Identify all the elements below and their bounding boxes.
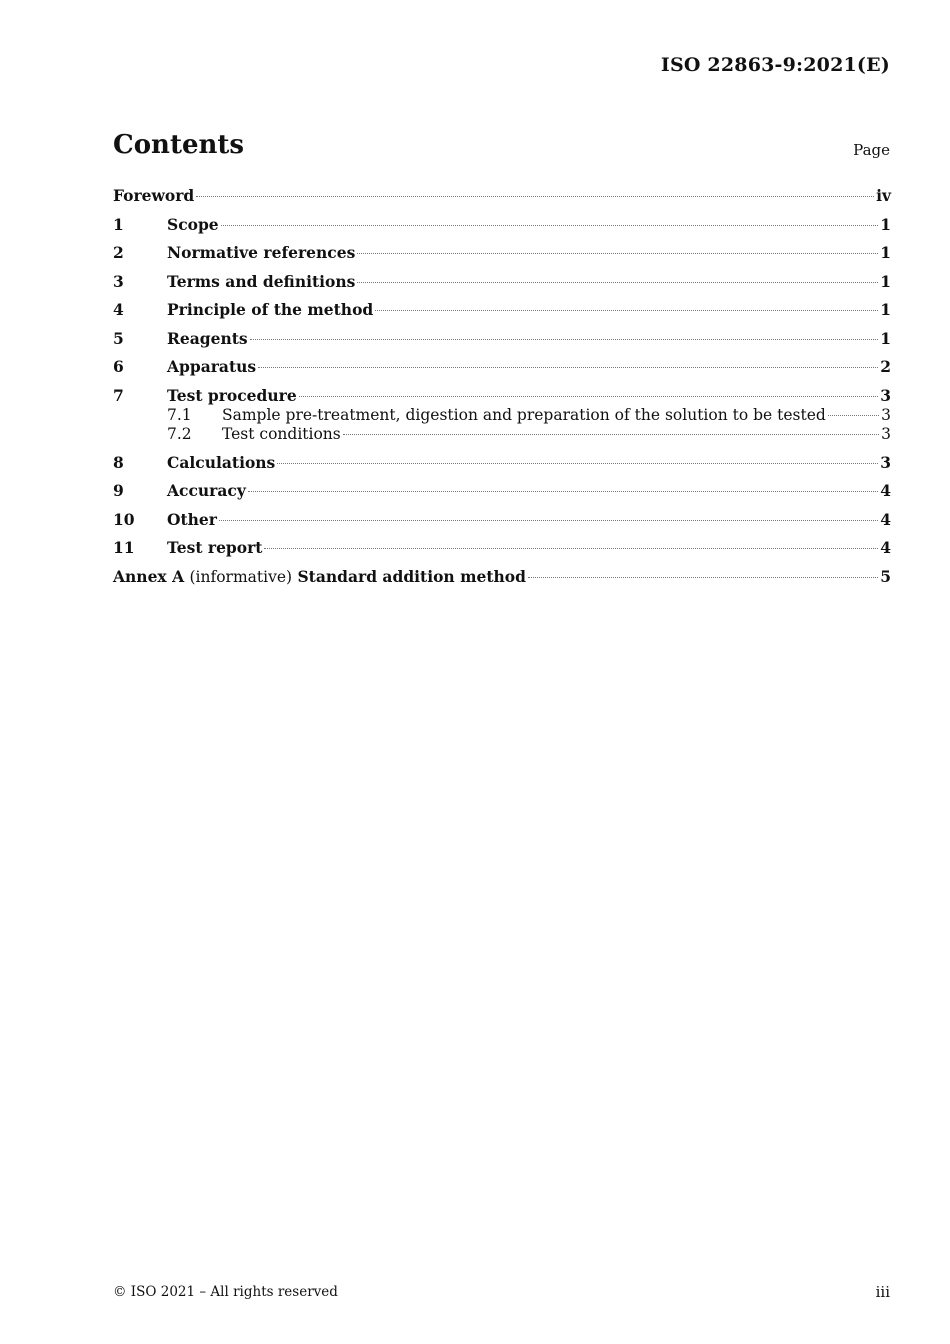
toc-entry-title: Reagents	[167, 328, 248, 348]
dot-leader	[828, 415, 879, 416]
toc-entry-number: 9	[113, 481, 124, 500]
toc-entry-page: 5	[880, 566, 891, 586]
dot-leader	[528, 577, 878, 578]
toc-entry-9[interactable]	[113, 481, 891, 501]
toc-entry-title: Test procedure	[167, 385, 297, 405]
toc-entry-11[interactable]	[113, 538, 891, 558]
toc-entry-number: 5	[113, 328, 124, 348]
toc-entry-number: 8	[113, 452, 124, 472]
dot-leader	[343, 434, 879, 435]
dot-leader	[264, 548, 878, 549]
toc-entry-foreword[interactable]	[113, 186, 891, 206]
toc-subentry-number: 7.1	[167, 405, 192, 424]
dot-leader	[196, 196, 874, 197]
annex-title-group	[113, 567, 526, 587]
toc-entry-page: 1	[880, 300, 891, 319]
toc-entry-number: 10	[113, 509, 135, 529]
document-id: ISO 22863-9:2021(E)	[660, 54, 890, 76]
dot-leader	[221, 225, 879, 226]
annex-note: (informative)	[189, 567, 293, 586]
toc-entry-title: Principle of the method	[167, 300, 374, 319]
dot-leader	[250, 339, 879, 340]
toc-subentry-number: 7.2	[167, 424, 192, 443]
toc-entry-page: 1	[880, 328, 891, 348]
toc-subentry-page: 3	[881, 405, 891, 424]
toc-entry-2[interactable]	[113, 243, 891, 263]
toc-entry-number: 6	[113, 357, 124, 376]
dot-leader	[375, 310, 878, 311]
toc-entry-number: 7	[113, 385, 124, 405]
toc-entry-title: Calculations	[167, 452, 276, 472]
dot-leader	[357, 282, 878, 283]
toc-entry-4[interactable]	[113, 300, 891, 320]
dot-leader	[248, 491, 878, 492]
toc-entry-7[interactable]	[113, 386, 891, 406]
toc-subentry-7-1[interactable]	[113, 406, 891, 425]
toc-entry-title: Apparatus	[167, 357, 257, 376]
toc-subentry-7-2[interactable]	[113, 425, 891, 444]
table-of-contents	[113, 186, 891, 595]
toc-entry-page: 1	[880, 214, 891, 234]
toc-entry-title: Scope	[167, 214, 219, 234]
page-column-heading: Page	[853, 141, 890, 159]
toc-entry-5[interactable]	[113, 329, 891, 349]
toc-entry-page: 3	[880, 452, 891, 472]
toc-subentry-title: Test conditions	[222, 424, 341, 443]
toc-entry-3[interactable]	[113, 272, 891, 292]
dot-leader	[258, 367, 878, 368]
toc-entry-page: 2	[880, 357, 891, 376]
dot-leader	[277, 463, 878, 464]
annex-label: Annex A	[113, 566, 185, 586]
toc-entry-number: 11	[113, 538, 135, 557]
toc-entry-page: 4	[880, 481, 891, 500]
toc-entry-title: Terms and definitions	[167, 271, 356, 291]
toc-entry-number: 1	[113, 214, 124, 234]
toc-entry-page: 1	[880, 243, 891, 262]
toc-entry-6[interactable]	[113, 357, 891, 377]
toc-entry-title: Foreword	[113, 186, 195, 205]
toc-subentry-page: 3	[881, 424, 891, 443]
toc-entry-page: 3	[880, 385, 891, 405]
dot-leader	[219, 520, 878, 521]
toc-entry-number: 4	[113, 300, 124, 319]
toc-entry-8[interactable]	[113, 453, 891, 473]
toc-entry-page: 4	[880, 538, 891, 557]
page-number: iii	[875, 1283, 890, 1301]
toc-entry-1[interactable]	[113, 215, 891, 235]
toc-subentry-title: Sample pre-treatment, digestion and preparation of the solution to be tested	[222, 405, 826, 424]
dot-leader	[299, 396, 879, 397]
toc-entry-page: iv	[876, 186, 891, 205]
toc-entry-title: Other	[167, 509, 217, 529]
toc-entry-number: 3	[113, 271, 124, 291]
toc-entry-page: 1	[880, 271, 891, 291]
toc-entry-number: 2	[113, 243, 124, 262]
toc-entry-annex-a[interactable]	[113, 567, 891, 587]
annex-title: Standard addition method	[297, 566, 526, 586]
toc-entry-title: Accuracy	[167, 481, 246, 500]
toc-entry-title: Normative references	[167, 243, 356, 262]
toc-entry-page: 4	[880, 509, 891, 529]
toc-entry-10[interactable]	[113, 510, 891, 530]
dot-leader	[357, 253, 878, 254]
toc-entry-title: Test report	[167, 538, 263, 557]
contents-title: Contents	[113, 130, 245, 160]
copyright-notice: © ISO 2021 – All rights reserved	[113, 1284, 338, 1300]
